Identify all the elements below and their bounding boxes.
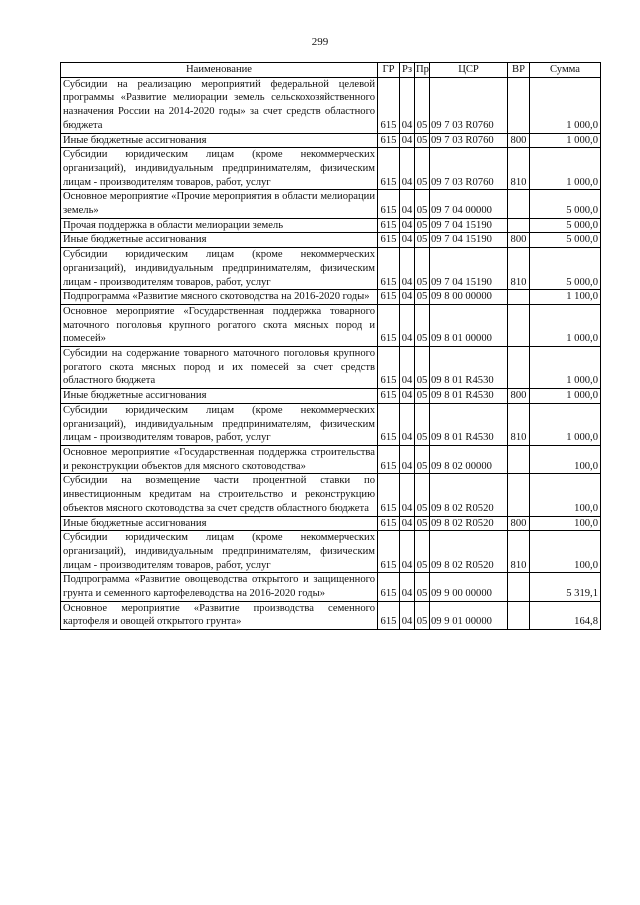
row-rz: 04 xyxy=(400,403,415,445)
row-vr xyxy=(508,77,530,133)
row-pr: 05 xyxy=(415,233,430,248)
row-name: Субсидии юридическим лицам (кроме некоммерческих организаций), индивидуальным предпринимателям, физическим лицам - производителям товаров, работ, услуг xyxy=(61,248,378,290)
table-row xyxy=(61,403,601,445)
row-gr: 615 xyxy=(378,601,400,629)
row-name: Основное мероприятие «Развитие производства семенного картофеля и овощей открытого грунта» xyxy=(61,601,378,629)
row-pr: 05 xyxy=(415,601,430,629)
row-sum: 5 319,1 xyxy=(530,573,601,601)
row-sum: 100,0 xyxy=(530,445,601,473)
table-row xyxy=(61,601,601,629)
row-pr: 05 xyxy=(415,148,430,190)
row-rz: 04 xyxy=(400,290,415,305)
row-sum: 164,8 xyxy=(530,601,601,629)
row-vr: 800 xyxy=(508,389,530,404)
row-vr: 810 xyxy=(508,531,530,573)
table-row xyxy=(61,573,601,601)
row-gr: 615 xyxy=(378,190,400,218)
row-name: Основное мероприятие «Прочие мероприятия в области мелиорации земель» xyxy=(61,190,378,218)
row-gr: 615 xyxy=(378,133,400,148)
header-name: Наименование xyxy=(61,63,378,78)
row-csr: 09 9 01 00000 xyxy=(430,601,508,629)
header-rz: Рз xyxy=(400,63,415,78)
row-pr: 05 xyxy=(415,516,430,531)
row-sum: 100,0 xyxy=(530,474,601,516)
table-row xyxy=(61,304,601,346)
row-name: Прочая поддержка в области мелиорации земель xyxy=(61,218,378,233)
row-pr: 05 xyxy=(415,573,430,601)
row-name: Субсидии юридическим лицам (кроме некоммерческих организаций), индивидуальным предпринимателям, физическим лицам - производителям товаров, работ, услуг xyxy=(61,148,378,190)
row-name: Субсидии на возмещение части процентной ставки по инвестиционным кредитам на строительство и реконструкцию объектов мясного скотоводства за счет средств областного бюджета xyxy=(61,474,378,516)
row-gr: 615 xyxy=(378,531,400,573)
budget-table xyxy=(60,62,601,630)
row-vr xyxy=(508,190,530,218)
row-name: Иные бюджетные ассигнования xyxy=(61,133,378,148)
row-rz: 04 xyxy=(400,77,415,133)
row-sum: 1 000,0 xyxy=(530,403,601,445)
header-sum: Сумма xyxy=(530,63,601,78)
table-row xyxy=(61,445,601,473)
row-csr: 09 8 01 R4530 xyxy=(430,389,508,404)
row-sum: 5 000,0 xyxy=(530,190,601,218)
row-sum: 5 000,0 xyxy=(530,248,601,290)
row-gr: 615 xyxy=(378,233,400,248)
header-pr: Пр xyxy=(415,63,430,78)
row-sum: 1 000,0 xyxy=(530,77,601,133)
row-pr: 05 xyxy=(415,133,430,148)
row-csr: 09 8 02 R0520 xyxy=(430,474,508,516)
table-row xyxy=(61,190,601,218)
row-vr xyxy=(508,290,530,305)
row-rz: 04 xyxy=(400,573,415,601)
row-gr: 615 xyxy=(378,218,400,233)
row-csr: 09 7 04 15190 xyxy=(430,248,508,290)
table-row xyxy=(61,290,601,305)
header-csr: ЦСР xyxy=(430,63,508,78)
row-gr: 615 xyxy=(378,290,400,305)
table-row xyxy=(61,531,601,573)
row-name: Субсидии на содержание товарного маточного поголовья крупного рогатого скота мясных пород и их помесей за счет средств областного бюджета xyxy=(61,347,378,389)
row-sum: 5 000,0 xyxy=(530,233,601,248)
row-sum: 1 000,0 xyxy=(530,304,601,346)
row-pr: 05 xyxy=(415,290,430,305)
row-name: Иные бюджетные ассигнования xyxy=(61,233,378,248)
row-gr: 615 xyxy=(378,347,400,389)
row-gr: 615 xyxy=(378,573,400,601)
row-csr: 09 8 01 00000 xyxy=(430,304,508,346)
header-vr: ВР xyxy=(508,63,530,78)
table-header-row xyxy=(61,63,601,78)
row-name: Субсидии юридическим лицам (кроме некоммерческих организаций), индивидуальным предпринимателям, физическим лицам - производителям товаров, работ, услуг xyxy=(61,403,378,445)
row-csr: 09 9 00 00000 xyxy=(430,573,508,601)
row-vr xyxy=(508,347,530,389)
row-vr xyxy=(508,304,530,346)
row-csr: 09 7 04 00000 xyxy=(430,190,508,218)
row-name: Субсидии юридическим лицам (кроме некоммерческих организаций), индивидуальным предпринимателям, физическим лицам - производителям товаров, работ, услуг xyxy=(61,531,378,573)
row-pr: 05 xyxy=(415,347,430,389)
page-number: 299 xyxy=(311,36,329,48)
row-vr xyxy=(508,573,530,601)
row-rz: 04 xyxy=(400,474,415,516)
row-rz: 04 xyxy=(400,248,415,290)
row-gr: 615 xyxy=(378,403,400,445)
row-vr: 810 xyxy=(508,148,530,190)
row-sum: 100,0 xyxy=(530,531,601,573)
table-row xyxy=(61,148,601,190)
table-row xyxy=(61,133,601,148)
row-pr: 05 xyxy=(415,218,430,233)
table-row xyxy=(61,77,601,133)
row-gr: 615 xyxy=(378,77,400,133)
row-name: Иные бюджетные ассигнования xyxy=(61,516,378,531)
row-csr: 09 7 04 15190 xyxy=(430,233,508,248)
row-sum: 1 000,0 xyxy=(530,148,601,190)
row-name: Иные бюджетные ассигнования xyxy=(61,389,378,404)
row-vr xyxy=(508,474,530,516)
row-rz: 04 xyxy=(400,190,415,218)
row-pr: 05 xyxy=(415,445,430,473)
table-body xyxy=(61,77,601,629)
row-csr: 09 8 02 R0520 xyxy=(430,531,508,573)
row-pr: 05 xyxy=(415,474,430,516)
row-pr: 05 xyxy=(415,389,430,404)
row-gr: 615 xyxy=(378,304,400,346)
row-vr xyxy=(508,601,530,629)
row-rz: 04 xyxy=(400,233,415,248)
row-name: Основное мероприятие «Государственная поддержка строительства и реконструкции объектов для мясного скотоводства» xyxy=(61,445,378,473)
row-name: Субсидии на реализацию мероприятий федеральной целевой программы «Развитие мелиорации земель сельскохозяйственного назначения России на 2014-2020 годы» за счет средств областного бюджета xyxy=(61,77,378,133)
row-csr: 09 7 03 R0760 xyxy=(430,77,508,133)
row-gr: 615 xyxy=(378,516,400,531)
row-rz: 04 xyxy=(400,516,415,531)
row-name: Подпрограмма «Развитие овощеводства открытого и защищенного грунта и семенного картофелеводства на 2016-2020 годы» xyxy=(61,573,378,601)
row-vr xyxy=(508,218,530,233)
row-name: Подпрограмма «Развитие мясного скотоводства на 2016-2020 годы» xyxy=(61,290,378,305)
row-sum: 1 000,0 xyxy=(530,389,601,404)
row-rz: 04 xyxy=(400,304,415,346)
table-row xyxy=(61,474,601,516)
row-pr: 05 xyxy=(415,403,430,445)
row-rz: 04 xyxy=(400,531,415,573)
row-csr: 09 7 03 R0760 xyxy=(430,148,508,190)
table-row xyxy=(61,248,601,290)
row-rz: 04 xyxy=(400,445,415,473)
row-gr: 615 xyxy=(378,248,400,290)
row-rz: 04 xyxy=(400,389,415,404)
row-sum: 100,0 xyxy=(530,516,601,531)
row-gr: 615 xyxy=(378,474,400,516)
row-rz: 04 xyxy=(400,601,415,629)
row-csr: 09 8 02 R0520 xyxy=(430,516,508,531)
row-vr: 800 xyxy=(508,233,530,248)
row-sum: 1 000,0 xyxy=(530,133,601,148)
row-gr: 615 xyxy=(378,389,400,404)
row-pr: 05 xyxy=(415,248,430,290)
row-gr: 615 xyxy=(378,148,400,190)
row-csr: 09 8 02 00000 xyxy=(430,445,508,473)
row-csr: 09 8 01 R4530 xyxy=(430,347,508,389)
table-row xyxy=(61,516,601,531)
row-vr: 800 xyxy=(508,133,530,148)
row-rz: 04 xyxy=(400,218,415,233)
table-row xyxy=(61,218,601,233)
row-name: Основное мероприятие «Государственная поддержка товарного маточного поголовья крупного рогатого скота мясных пород и помесей» xyxy=(61,304,378,346)
row-rz: 04 xyxy=(400,347,415,389)
header-gr: ГР xyxy=(378,63,400,78)
row-csr: 09 7 04 15190 xyxy=(430,218,508,233)
table-row xyxy=(61,389,601,404)
row-vr xyxy=(508,445,530,473)
row-pr: 05 xyxy=(415,531,430,573)
row-csr: 09 8 01 R4530 xyxy=(430,403,508,445)
row-csr: 09 7 03 R0760 xyxy=(430,133,508,148)
row-pr: 05 xyxy=(415,304,430,346)
row-csr: 09 8 00 00000 xyxy=(430,290,508,305)
row-sum: 1 000,0 xyxy=(530,347,601,389)
table-row xyxy=(61,347,601,389)
row-gr: 615 xyxy=(378,445,400,473)
row-vr: 800 xyxy=(508,516,530,531)
row-pr: 05 xyxy=(415,77,430,133)
row-vr: 810 xyxy=(508,403,530,445)
row-pr: 05 xyxy=(415,190,430,218)
table-row xyxy=(61,233,601,248)
row-rz: 04 xyxy=(400,133,415,148)
row-vr: 810 xyxy=(508,248,530,290)
row-rz: 04 xyxy=(400,148,415,190)
row-sum: 1 100,0 xyxy=(530,290,601,305)
row-sum: 5 000,0 xyxy=(530,218,601,233)
